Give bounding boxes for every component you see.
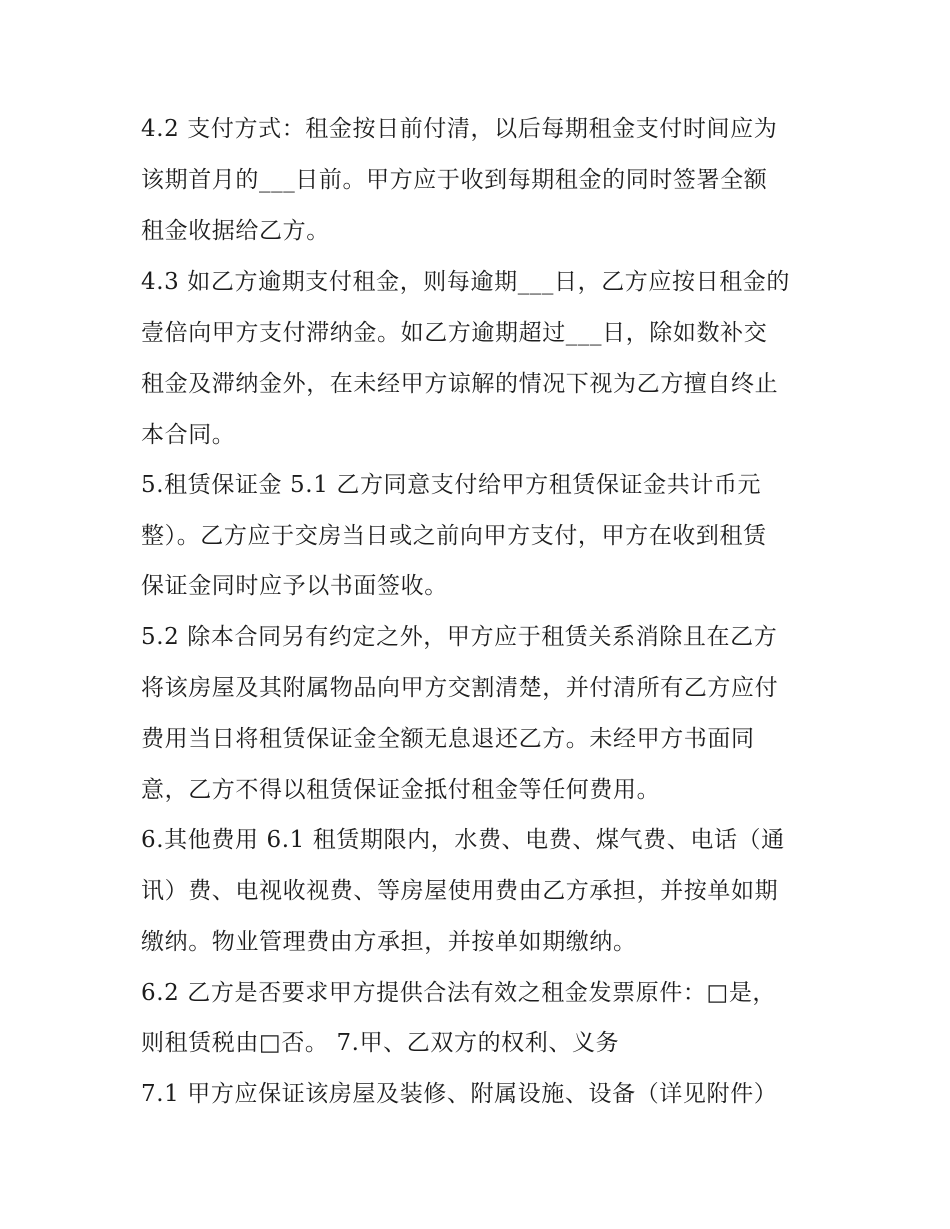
text-line: 4.3 如乙方逾期支付租金，则每逾期___日，乙方应按日租金的 [141,269,790,295]
text-line: 本合同。 [141,422,236,448]
text-line: 6.2 乙方是否要求甲方提供合法有效之租金发票原件：□是， [141,980,777,1006]
text-line: 意，乙方不得以租赁保证金抵付租金等任何费用。 [141,777,661,803]
text-line: 将该房屋及其附属物品向甲方交割清楚，并付清所有乙方应付 [141,675,779,701]
text-line: 费用当日将租赁保证金全额无息退还乙方。未经甲方书面同 [141,726,755,752]
text-line: 保证金同时应予以书面签收。 [141,573,448,599]
text-line: 缴纳。物业管理费由方承担，并按单如期缴纳。 [141,929,637,955]
text-line: 则租赁税由□否。 7.甲、乙双方的权利、义务 [141,1030,620,1056]
text-line: 5.租赁保证金 5.1 乙方同意支付给甲方租赁保证金共计币元 [141,472,762,498]
text-line: 壹倍向甲方支付滞纳金。如乙方逾期超过___日，除如数补交 [141,320,768,346]
text-line: 租金及滞纳金外，在未经甲方谅解的情况下视为乙方擅自终止 [141,371,779,397]
text-line: 整）。乙方应于交房当日或之前向甲方支付，甲方在收到租赁 [141,523,767,549]
text-line: 该期首月的___日前。甲方应于收到每期租金的同时签署全额 [141,167,768,193]
text-line: 4.2 支付方式：租金按日前付清，以后每期租金支付时间应为 [141,116,778,142]
text-line: 7.1 甲方应保证该房屋及装修、附属设施、设备（详见附件） [141,1081,778,1107]
text-line: 讯）费、电视收视费、等房屋使用费由乙方承担，并按单如期 [141,878,779,904]
text-line: 5.2 除本合同另有约定之外，甲方应于租赁关系消除且在乙方 [141,624,778,650]
text-line: 6.其他费用 6.1 租赁期限内，水费、电费、煤气费、电话（通 [141,827,785,853]
text-line: 租金收据给乙方。 [141,218,330,244]
